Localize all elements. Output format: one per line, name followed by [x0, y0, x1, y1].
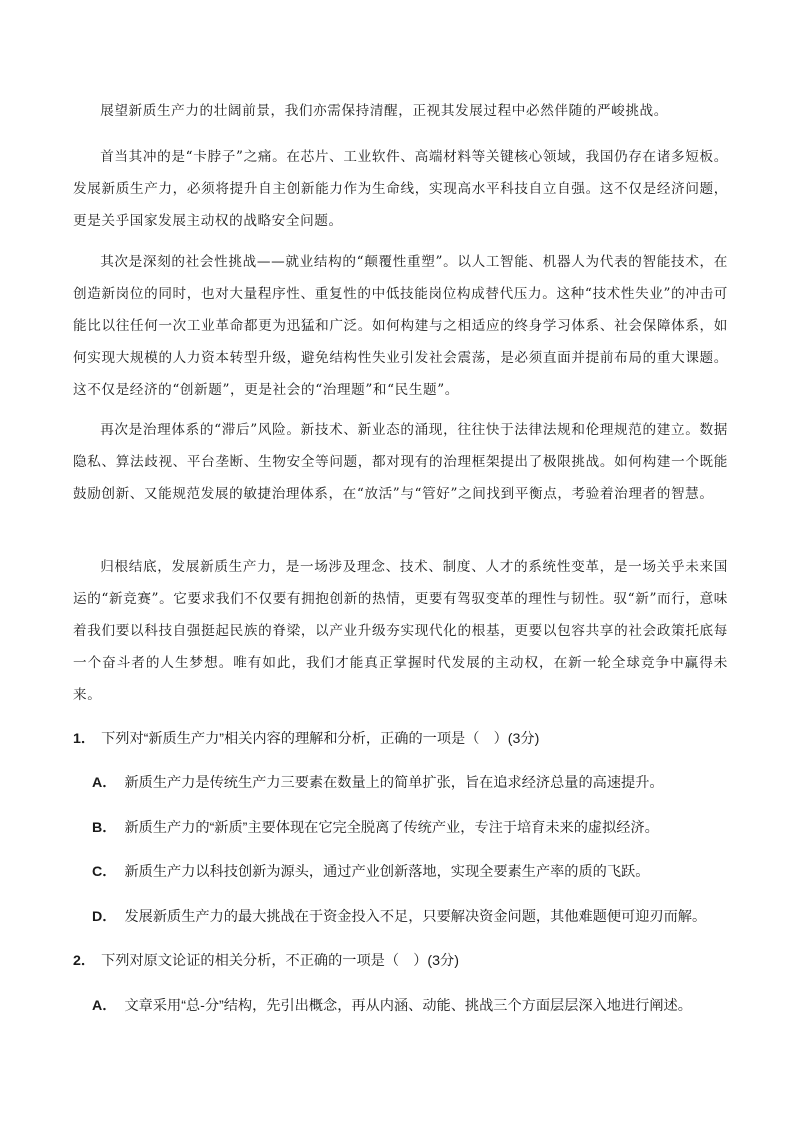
option-text: 新质生产力的“新质”主要体现在它完全脱离了传统产业，专注于培育未来的虚拟经济。 [124, 820, 659, 836]
question-1-option-a[interactable] [92, 773, 732, 793]
option-letter: A． [92, 775, 117, 791]
passage-paragraph-5: 归根结底，发展新质生产力，是一场涉及理念、技术、制度、人才的系统性变革，是一场关乎未来国运的“新竞赛”。它要求我们不仅要有拥抱创新的热情，更要有驾驭变革的理性与韧性。驭“新”而行，意味着我们要以科技自强挺起民族的脊梁，以产业升级夯实现代化的根基，更要以包容共享的社会政策托底每一个奋斗者的人生梦想。唯有如此，我们才能真正掌握时代发展的主动权，在新一轮全球竞争中赢得未来。 [73, 559, 728, 703]
question-number: 2． [73, 953, 96, 969]
question-1-stem [73, 729, 733, 749]
question-2-option-a[interactable] [92, 996, 732, 1016]
option-text: 发展新质生产力的最大挑战在于资金投入不足，只要解决资金问题，其他难题便可迎刃而解。 [124, 909, 707, 925]
option-letter: A． [92, 998, 117, 1014]
passage-paragraph-4: 再次是治理体系的“滞后”风险。新技术、新业态的涌现，往往快于法律法规和伦理规范的建立。数据隐私、算法歧视、平台垄断、生物安全等问题，都对现有的治理框架提出了极限挑战。如何构建一个既能鼓励创新、又能规范发展的敏捷治理体系，在“放活”与“管好”之间找到平衡点，考验着治理者的智慧。 [73, 422, 728, 502]
option-text: 新质生产力以科技创新为源头，通过产业创新落地，实现全要素生产率的质的飞跃。 [124, 864, 650, 880]
question-text: 下列对“新质生产力”相关内容的理解和分析，正确的一项是（ ）(3分) [101, 731, 540, 747]
question-text: 下列对原文论证的相关分析，不正确的一项是（ ）(3分) [101, 953, 459, 969]
option-letter: B． [92, 820, 117, 836]
passage-paragraph-2: 首当其冲的是“卡脖子”之痛。在芯片、工业软件、高端材料等关键核心领域，我国仍存在诸多短板。发展新质生产力，必须将提升自主创新能力作为生命线，实现高水平科技自立自强。这不仅是经济问题，更是关乎国家发展主动权的战略安全问题。 [73, 149, 728, 229]
question-2-stem [73, 951, 733, 971]
option-letter: C． [92, 864, 117, 880]
option-letter: D． [92, 909, 117, 925]
passage-paragraph-1: 展望新质生产力的壮阔前景，我们亦需保持清醒，正视其发展过程中必然伴随的严峻挑战。 [100, 103, 668, 119]
question-1-option-d[interactable] [92, 907, 732, 927]
question-1-option-b[interactable] [92, 818, 732, 838]
option-text: 文章采用“总-分”结构，先引出概念，再从内涵、动能、挑战三个方面层层深入地进行阐述。 [124, 998, 692, 1014]
passage-paragraph-3: 其次是深刻的社会性挑战——就业结构的“颠覆性重塑”。以人工智能、机器人为代表的智能技术，在创造新岗位的同时，也对大量程序性、重复性的中低技能岗位构成替代压力。这种“技术性失业”的冲击可能比以往任何一次工业革命都更为迅猛和广泛。如何构建与之相适应的终身学习体系、社会保障体系，如何实现大规模的人力资本转型升级，避免结构性失业引发社会震荡，是必须直面并提前布局的重大课题。这不仅是经济的“创新题”，更是社会的“治理题”和“民生题”。 [73, 254, 728, 398]
question-number: 1． [73, 731, 96, 747]
question-1-option-c[interactable] [92, 862, 732, 882]
option-text: 新质生产力是传统生产力三要素在数量上的简单扩张，旨在追求经济总量的高速提升。 [124, 775, 664, 791]
